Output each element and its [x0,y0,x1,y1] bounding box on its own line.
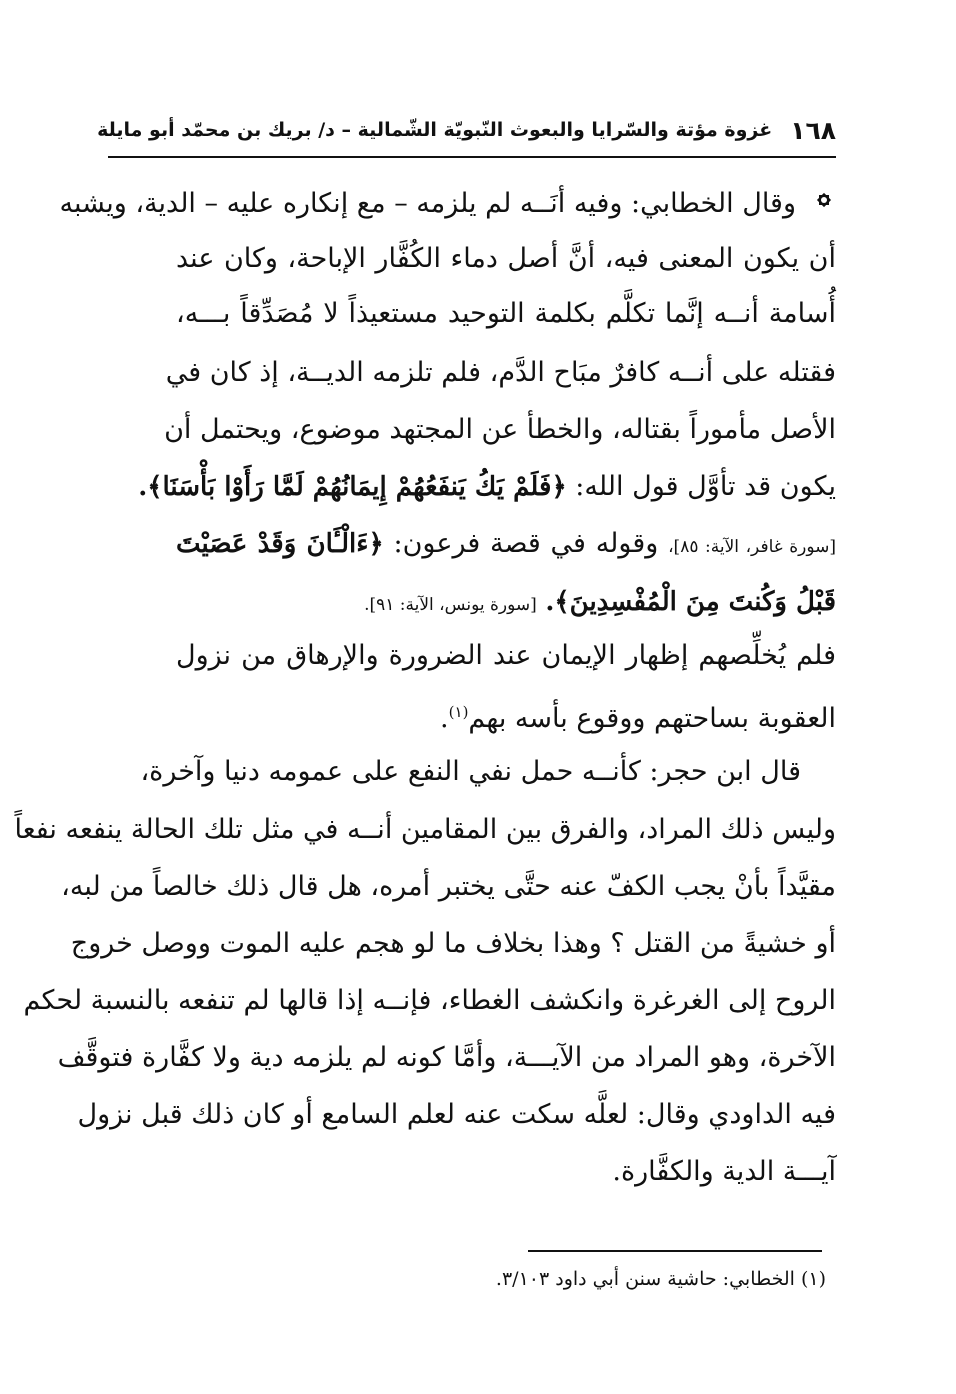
paragraph1-line-2: أن يكون المعنى فيه، أنَّ أصل دماء الكُفَّار الإباحة، وكان عند [176,243,836,274]
paragraph2-line-5: الروح إلى الغرغرة وانكشف الغطاء، فإنــه إذا قالها لم تنفعه بالنسبة لحكم [23,985,836,1016]
paragraph2-line-7: فيه الداودي وقال: لعلَّه سكت عنه لعلم السامع أو كان ذلك قبل نزول [77,1099,836,1130]
paragraph-ornament-icon [812,188,836,212]
pharaoh-story-text: وقوله في قصة فرعون: [393,528,659,559]
running-header [97,112,836,148]
paragraph2-line-2: وليس ذلك المراد، والفرق بين المقامين أنــه في مثل تلك الحالة ينفعه نفعاً [14,814,836,845]
paragraph1-line-4: فقتله على أنــه كافرٌ مبَاح الدَّم، فلم تلزمه الديــة، إذ كان في [165,357,836,388]
footnote-reference-marker: (١) [448,703,469,721]
quran-verse-ghafir: ﴿فَلَمْ يَكُ يَنفَعُهُمْ إِيمَانُهُمْ لَمَّا رَأَوْا بَأْسَنَا﴾. [138,472,567,502]
footnote-divider [528,1250,822,1252]
running-header-title: غزوة مؤتة والسّرايا والبعوث النّبويّة الشّمالية – د/ بريك بن محمّد أبو مايلة [97,119,773,141]
quran-intro-text: يكون قد تأوَّل قول الله: [575,471,836,502]
footnote: (١) الخطابي: حاشية سنن أبي داود ٣/١٠٣. [495,1268,826,1290]
paragraph2-line-3: مقيَّداً بأنْ يجب الكفّ عنه حتَّى يختبر أمره، هل قال ذلك خالصاً من لبه، [61,871,836,902]
paragraph1-line-8 [176,580,836,627]
paragraph1-line-3: أُسامة أنــه إنَّما تكلَّم بكلمة التوحيد مستعيذاً لا مُصَدِّقاً بـــه، [176,298,836,329]
paragraph2-line-4: أو خشيةً من القتل ؟ وهذا بخلاف ما لو هجم عليه الموت ووصل خروج [70,928,836,959]
paragraph2-line-8: آيـــة الدية والكفَّارة. [612,1156,836,1187]
paragraph1-line-9: فلم يُخلِّصهم إظهار الإيمان عند الضرورة والإرهاق من نزول [176,640,836,671]
page-number: ١٦٨ [790,115,836,145]
surah-reference-ghafir: [سورة غافر، الآية: ٨٥]، [668,537,836,557]
paragraph1-line-1: وقال الخطابي: وفيه أنَــه لم يلزمه – مع إنكاره عليه – الدية، ويشبه [59,188,796,219]
paragraph1-closing-text: العقوبة بساحتهم ووقوع بأسه بهم [468,703,836,734]
paragraph2-line-6: الآخرة، وهو المراد من الآيـــة، وأمَّا كونه لم يلزمه دية ولا كفَّارة فتوقَّف [57,1042,836,1073]
paragraph1-line-6 [138,465,836,509]
paragraph2-line-1: قال ابن حجر: كأنــه حمل نفي النفع على عمومه دنيا وآخرة، [140,756,801,787]
quran-verse-yunus-end: قَبْلُ وَكُنتَ مِنَ الْمُفْسِدِينَ﴾. [545,587,836,617]
paragraph1-line-10: العقوبة بساحتهم ووقوع بأسه بهم$^{(١)}$. [440,703,836,734]
quran-verse-yunus-start: ﴿ءَالْـَٔانَ وَقَدْ عَصَيْتَ [176,529,384,559]
paragraph1-line-7 [176,522,836,569]
paragraph1-line-5: الأصل مأموراً بقتاله، والخطأ عن المجتهد موضوع، ويحتمل أن [164,414,836,445]
header-divider [108,156,836,158]
surah-reference-yunus: [سورة يونس، الآية: ٩١]. [364,595,537,615]
